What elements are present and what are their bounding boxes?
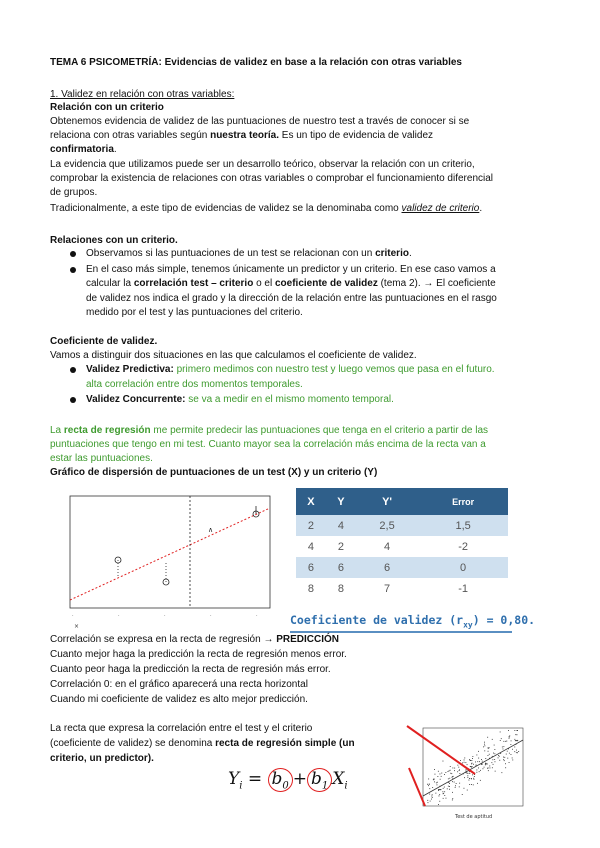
- table-header: Error: [418, 488, 508, 515]
- table-header: X: [296, 488, 326, 515]
- scatter-dot: [455, 785, 456, 786]
- table-cell: 4: [296, 536, 326, 557]
- scatter-dot: [429, 784, 430, 785]
- table-cell: 8: [296, 578, 326, 599]
- scatter-dot: [478, 751, 479, 752]
- scatter-dot: [427, 784, 428, 785]
- scatter-dot: [472, 763, 473, 764]
- bullet-text: En el caso más simple, tenemos únicamente un predictor y un criterio. En ese caso vamos a: [86, 264, 496, 275]
- scatter-dot: [471, 778, 472, 779]
- bullet-dot: [70, 267, 76, 273]
- bullet-text: Validez Predictiva: primero medimos con nuestro test y luego vemos que pasa en el futuro.: [86, 364, 495, 375]
- scatter-dot: [441, 776, 442, 777]
- table-cell: 1,5: [418, 515, 508, 536]
- table-header: Y: [326, 488, 356, 515]
- scatter-dot: [474, 779, 475, 780]
- scatter-dot: [518, 751, 519, 752]
- scatter-dot: [444, 787, 445, 788]
- scatter-dot: [454, 768, 455, 769]
- note-line: Cuanto peor haga la predicción la recta de regresión más error.: [50, 664, 331, 675]
- scatter-dot: [499, 760, 500, 761]
- scatter-dot: [449, 770, 450, 771]
- scatter-dot: [492, 759, 493, 760]
- scatter-dot: [516, 750, 517, 751]
- formula-b1: $b_1$: [307, 768, 332, 792]
- scatter-dot: [487, 764, 488, 765]
- note-line: Cuando mi coeficiente de validez es alto mejor predicción.: [50, 694, 308, 705]
- paragraph-line: Obtenemos evidencia de validez de las puntuaciones de nuestro test a través de conocer si se: [50, 116, 470, 127]
- scatter-dot: [467, 790, 468, 791]
- scatter-dot: [493, 753, 494, 754]
- coeficiente-heading: Coeficiente de validez.: [50, 336, 158, 347]
- scatter-dot: [456, 783, 457, 784]
- table-cell: 0: [418, 557, 508, 578]
- paragraph-line: La recta de regresión me permite predecir las puntuaciones que tenga en el criterio a partir de las: [50, 425, 489, 436]
- table-header: Y': [356, 488, 418, 515]
- scatter-dot: [482, 764, 483, 765]
- scatter-dot: [428, 802, 429, 803]
- scatter-dot: [495, 771, 496, 772]
- paragraph-line: puntuaciones que tengo en mi test. Cuanto mayor sea la correlación más encima de la recta van a: [50, 439, 486, 450]
- scatter-dot: [447, 788, 448, 789]
- scatter-dot: [512, 749, 513, 750]
- chart-title: Gráfico de dispersión de puntuaciones de un test (X) y un criterio (Y): [50, 467, 378, 478]
- scatter-dot: [441, 773, 442, 774]
- scatter-dot: [429, 788, 430, 789]
- scatter-dot: [445, 772, 446, 773]
- table-cell: 7: [356, 578, 418, 599]
- scatter-dot: [512, 758, 513, 759]
- scatter-dot: [432, 787, 433, 788]
- scatter-dot: [466, 771, 467, 772]
- scatter-dot: [500, 732, 501, 733]
- scatter-dot: [475, 762, 476, 763]
- table-header-row: [296, 488, 508, 515]
- svg-text:·: ·: [210, 613, 212, 619]
- scatter-dot: [479, 771, 480, 772]
- scatter-dot: [503, 741, 504, 742]
- scatter-dot: [490, 768, 491, 769]
- scatter-dot: [472, 758, 473, 759]
- scatter-dot: [514, 730, 515, 731]
- scatter-dot: [488, 770, 489, 771]
- scatter-dot: [454, 782, 455, 783]
- paragraph-line: estar las puntuaciones.: [50, 453, 153, 464]
- scatter-dot: [500, 753, 501, 754]
- scatter-dot: [489, 754, 490, 755]
- scatter-dot: [476, 770, 477, 771]
- scatter-dot: [452, 798, 453, 799]
- coeficiente-validez-banner: Coeficiente de validez $(r_{xy}) = 0,80$.: [290, 609, 512, 633]
- scatter-dot: [499, 756, 500, 757]
- scatter-dot: [509, 753, 510, 754]
- scatter-dot: [504, 757, 505, 758]
- scatter-dot: [501, 772, 502, 773]
- scatter-dot: [517, 730, 518, 731]
- scatter-dot: [449, 783, 450, 784]
- scatter-dot: [483, 746, 484, 747]
- scatter-dot: [500, 740, 501, 741]
- scatter-dot: [484, 744, 485, 745]
- scatter-dot: [473, 784, 474, 785]
- scatter-dot: [492, 739, 493, 740]
- scatter-dot: [437, 784, 438, 785]
- scatter-dot: [436, 782, 437, 783]
- scatter-dot: [506, 741, 507, 742]
- scatter-dot: [474, 776, 475, 777]
- scatter-dot: [516, 752, 517, 753]
- scatter-dot: [484, 767, 485, 768]
- paragraph-line: La evidencia que utilizamos puede ser un desarrollo teórico, observar la relación con un criterio,: [50, 159, 475, 170]
- scatter-dot: [449, 789, 450, 790]
- scatter-dot: [459, 783, 460, 784]
- scatter-dot: [464, 788, 465, 789]
- scatter-dot: [481, 764, 482, 765]
- scatter-dot: [438, 804, 439, 805]
- table-row: [296, 578, 508, 599]
- scatter-dot: [459, 773, 460, 774]
- scatter-dot: [473, 778, 474, 779]
- scatter-dot: [446, 798, 447, 799]
- scatter-dot: [450, 773, 451, 774]
- scatter-dot: [517, 752, 518, 753]
- scatter-dot: [476, 772, 477, 773]
- scatter-dot: [488, 755, 489, 756]
- paragraph-line: comprobar la existencia de relaciones con otras variables o comprobar el funcionamiento diferencial: [50, 173, 494, 184]
- data-table: [296, 488, 508, 599]
- scatter-dot: [467, 773, 468, 774]
- scatter-dot: [494, 749, 495, 750]
- scatter-dot: [487, 737, 488, 738]
- scatter-dot: [484, 745, 485, 746]
- scatter-dot: [467, 777, 468, 778]
- scatter-dot: [464, 762, 465, 763]
- scatter-dot: [485, 758, 486, 759]
- bullet-dot: [70, 251, 76, 257]
- table-cell: 6: [326, 557, 356, 578]
- scatter-dot: [466, 769, 467, 770]
- scatter-dot: [493, 764, 494, 765]
- scatter-dot: [464, 760, 465, 761]
- scatter-dot: [487, 768, 488, 769]
- scatter-dot: [498, 755, 499, 756]
- bullet-dot: [70, 397, 76, 403]
- scatter-dot: [469, 778, 470, 779]
- scatter-dot: [502, 747, 503, 748]
- scatter-dot: [506, 754, 507, 755]
- scatter-dot: [468, 773, 469, 774]
- bullet-dot: [70, 367, 76, 373]
- scatter-dot: [428, 779, 429, 780]
- scatter-dot: [511, 740, 512, 741]
- scatter-dot: [472, 766, 473, 767]
- scatter-dot: [457, 765, 458, 766]
- scatter-dot: [503, 746, 504, 747]
- formula-b0: $b_0$: [268, 768, 293, 792]
- scatter-dot: [509, 762, 510, 763]
- paragraph-line: Vamos a distinguir dos situaciones en las que calculamos el coeficiente de validez.: [50, 350, 417, 361]
- small-scatter-plot: [405, 722, 530, 822]
- scatter-dot: [492, 767, 493, 768]
- scatter-dot: [438, 771, 439, 772]
- scatter-dot: [439, 796, 440, 797]
- scatter-dot: [517, 734, 518, 735]
- table-cell: 4: [326, 515, 356, 536]
- section-heading: 1. Validez en relación con otras variables:: [50, 89, 235, 100]
- scatter-dot: [469, 780, 470, 781]
- scatter-dot: [431, 796, 432, 797]
- scatter-dot: [448, 786, 449, 787]
- scatter-dot: [488, 751, 489, 752]
- scatter-dot: [510, 744, 511, 745]
- scatter-dot: [481, 759, 482, 760]
- scatter-dot: [507, 751, 508, 752]
- scatter-dot: [448, 778, 449, 779]
- scatter-dot: [439, 801, 440, 802]
- scatter-dot: [464, 758, 465, 759]
- regression-formula: $Y_i = b_0 + b_1$ $X_i$: [228, 769, 348, 792]
- scatter-dot: [444, 791, 445, 792]
- scatter-dot: [434, 779, 435, 780]
- table-cell: -1: [418, 578, 508, 599]
- scatter-dot: [457, 771, 458, 772]
- bullet-text: alta correlación entre dos momentos temporales.: [86, 379, 303, 390]
- bullet-text: de validez nos indica el grado y la dirección de la relación entre las puntuaciones en el rasgo: [86, 293, 497, 304]
- scatter-dot: [452, 776, 453, 777]
- section-subheading: Relación con un criterio: [50, 102, 164, 113]
- bullet-text: Observamos si las puntuaciones de un test se relacionan con un criterio.: [86, 248, 412, 259]
- scatter-plot: [50, 488, 280, 628]
- table-cell: 8: [326, 578, 356, 599]
- paragraph-line: relaciona con otras variables según nuestra teoría. Es un tipo de evidencia de validez: [50, 130, 434, 141]
- scatter-dot: [452, 792, 453, 793]
- scatter-dot: [442, 791, 443, 792]
- note-line: Cuanto mejor haga la predicción la recta de regresión menos error.: [50, 649, 347, 660]
- scatter-dot: [505, 767, 506, 768]
- scatter-dot: [448, 771, 449, 772]
- table-cell: -2: [418, 536, 508, 557]
- scatter-dot: [503, 757, 504, 758]
- svg-text:·: ·: [164, 613, 166, 619]
- table-cell: 4: [356, 536, 418, 557]
- scatter-dot: [451, 773, 452, 774]
- scatter-dot: [443, 793, 444, 794]
- svg-text:·: ·: [72, 613, 74, 619]
- scatter-dot: [480, 770, 481, 771]
- paragraph-line: La recta que expresa la correlación entre el test y el criterio: [50, 723, 313, 734]
- formula-y: Y: [228, 769, 240, 789]
- scatter-dot: [434, 781, 435, 782]
- scatter-dot: [495, 761, 496, 762]
- scatter-dot: [444, 774, 445, 775]
- bullet-text: calcular la correlación test – criterio o el coeficiente de validez (tema 2). → El coeficiente: [86, 278, 496, 289]
- scatter-dot: [444, 795, 445, 796]
- scatter-dot: [434, 769, 435, 770]
- scatter-dot: [437, 782, 438, 783]
- scatter-dot: [437, 776, 438, 777]
- scatter-dot: [501, 738, 502, 739]
- scatter-dot: [509, 737, 510, 738]
- scatter-dot: [512, 760, 513, 761]
- scatter-dot: [462, 763, 463, 764]
- table-row: [296, 536, 508, 557]
- scatter-dot: [473, 764, 474, 765]
- scatter-dot: [478, 758, 479, 759]
- scatter-dot: [465, 762, 466, 763]
- paragraph-line: de grupos.: [50, 187, 98, 198]
- formula-x: X: [332, 769, 345, 789]
- scatter-dot: [440, 779, 441, 780]
- table-row: [296, 557, 508, 578]
- svg-text:×: ×: [74, 623, 80, 628]
- scatter-dot: [440, 774, 441, 775]
- scatter-dot: [505, 763, 506, 764]
- scatter-dot: [449, 778, 450, 779]
- paragraph-line: Tradicionalmente, a este tipo de evidencias de validez se la denominaba como validez de criterio.: [50, 203, 483, 214]
- paragraph-line: (coeficiente de validez) se denomina recta de regresión simple (un: [50, 738, 355, 749]
- scatter-dot: [484, 750, 485, 751]
- paragraph-line: confirmatoria.: [50, 144, 117, 155]
- scatter-dot: [472, 774, 473, 775]
- scatter-dot: [427, 800, 428, 801]
- scatter-dot: [498, 757, 499, 758]
- scatter-dot: [482, 761, 483, 762]
- table-cell: 2: [296, 515, 326, 536]
- scatter-dot: [494, 753, 495, 754]
- note-line: Correlación se expresa en la recta de regresión → PREDICCIÓN: [50, 634, 340, 645]
- scatter-dot: [472, 756, 473, 757]
- scatter-dot: [441, 789, 442, 790]
- scatter-dot: [454, 770, 455, 771]
- scatter-dot: [511, 754, 512, 755]
- svg-text:·: ·: [118, 613, 120, 619]
- scatter-dot: [467, 764, 468, 765]
- scatter-dot: [443, 798, 444, 799]
- scatter-dot: [467, 775, 468, 776]
- bullet-text: Validez Concurrente: se va a medir en el mismo momento temporal.: [86, 394, 394, 405]
- scatter-dot: [450, 770, 451, 771]
- scatter-dot: [491, 762, 492, 763]
- note-line: Correlación 0: en el gráfico aparecerá una recta horizontal: [50, 679, 308, 690]
- table-cell: 6: [296, 557, 326, 578]
- page-title: TEMA 6 PSICOMETRÍA: Evidencias de validez en base a la relación con otras variables: [50, 57, 462, 68]
- scatter-dot: [504, 760, 505, 761]
- scatter-dot: [439, 794, 440, 795]
- scatter-dot: [517, 740, 518, 741]
- scatter-dot: [443, 788, 444, 789]
- scatter-dot: [435, 774, 436, 775]
- scatter-dot: [488, 748, 489, 749]
- scatter-dot: [460, 760, 461, 761]
- scatter-dot: [485, 764, 486, 765]
- scatter-dot: [478, 768, 479, 769]
- scatter-dot: [452, 768, 453, 769]
- scatter-dot: [459, 786, 460, 787]
- scatter-dot: [494, 745, 495, 746]
- scatter-dot: [469, 773, 470, 774]
- scatter-dot: [432, 794, 433, 795]
- scatter-dot: [438, 790, 439, 791]
- bullet-text: medido por el test y las puntuaciones del criterio.: [86, 307, 303, 318]
- scatter-dot: [503, 749, 504, 750]
- scatter-dot: [503, 759, 504, 760]
- scatter-dot: [480, 780, 481, 781]
- scatter-dot: [459, 769, 460, 770]
- scatter-dot: [470, 760, 471, 761]
- scatter-dot: [452, 800, 453, 801]
- scatter-dot: [431, 799, 432, 800]
- scatter-dot: [435, 793, 436, 794]
- svg-text:∧: ∧: [208, 526, 214, 534]
- scatter-dot: [471, 784, 472, 785]
- scatter-dot: [507, 758, 508, 759]
- table-cell: 2: [326, 536, 356, 557]
- table-cell: 2,5: [356, 515, 418, 536]
- scatter-dot: [514, 747, 515, 748]
- scatter-dot: [515, 734, 516, 735]
- scatter-dot: [479, 761, 480, 762]
- small-scatter-xlabel: Test de aptitud: [455, 814, 493, 820]
- scatter-dot: [455, 787, 456, 788]
- scatter-dot: [428, 785, 429, 786]
- scatter-dot: [483, 768, 484, 769]
- table-cell: 6: [356, 557, 418, 578]
- scatter-dot: [430, 801, 431, 802]
- scatter-dot: [429, 794, 430, 795]
- scatter-dot: [443, 761, 444, 762]
- scatter-dot: [432, 797, 433, 798]
- scatter-dot: [462, 794, 463, 795]
- scatter-dot: [494, 759, 495, 760]
- scatter-dot: [477, 761, 478, 762]
- scatter-dot: [449, 786, 450, 787]
- scatter-dot: [484, 742, 485, 743]
- scatter-dot: [505, 741, 506, 742]
- scatter-dot: [452, 781, 453, 782]
- relaciones-heading: Relaciones con un criterio.: [50, 235, 178, 246]
- scatter-dot: [458, 767, 459, 768]
- scatter-dot: [514, 751, 515, 752]
- scatter-dot: [448, 782, 449, 783]
- scatter-dot: [489, 766, 490, 767]
- scatter-dot: [469, 759, 470, 760]
- paragraph-line: criterio, un predictor).: [50, 753, 154, 764]
- scatter-dot: [516, 740, 517, 741]
- scatter-dot: [476, 765, 477, 766]
- scatter-dot: [476, 755, 477, 756]
- svg-text:·: ·: [256, 613, 258, 619]
- scatter-dot: [514, 739, 515, 740]
- scatter-dot: [469, 784, 470, 785]
- scatter-dot: [509, 736, 510, 737]
- scatter-dot: [471, 760, 472, 761]
- table-row: [296, 515, 508, 536]
- scatter-dot: [464, 777, 465, 778]
- scatter-dot: [450, 766, 451, 767]
- scatter-dot: [508, 730, 509, 731]
- scatter-dot: [477, 783, 478, 784]
